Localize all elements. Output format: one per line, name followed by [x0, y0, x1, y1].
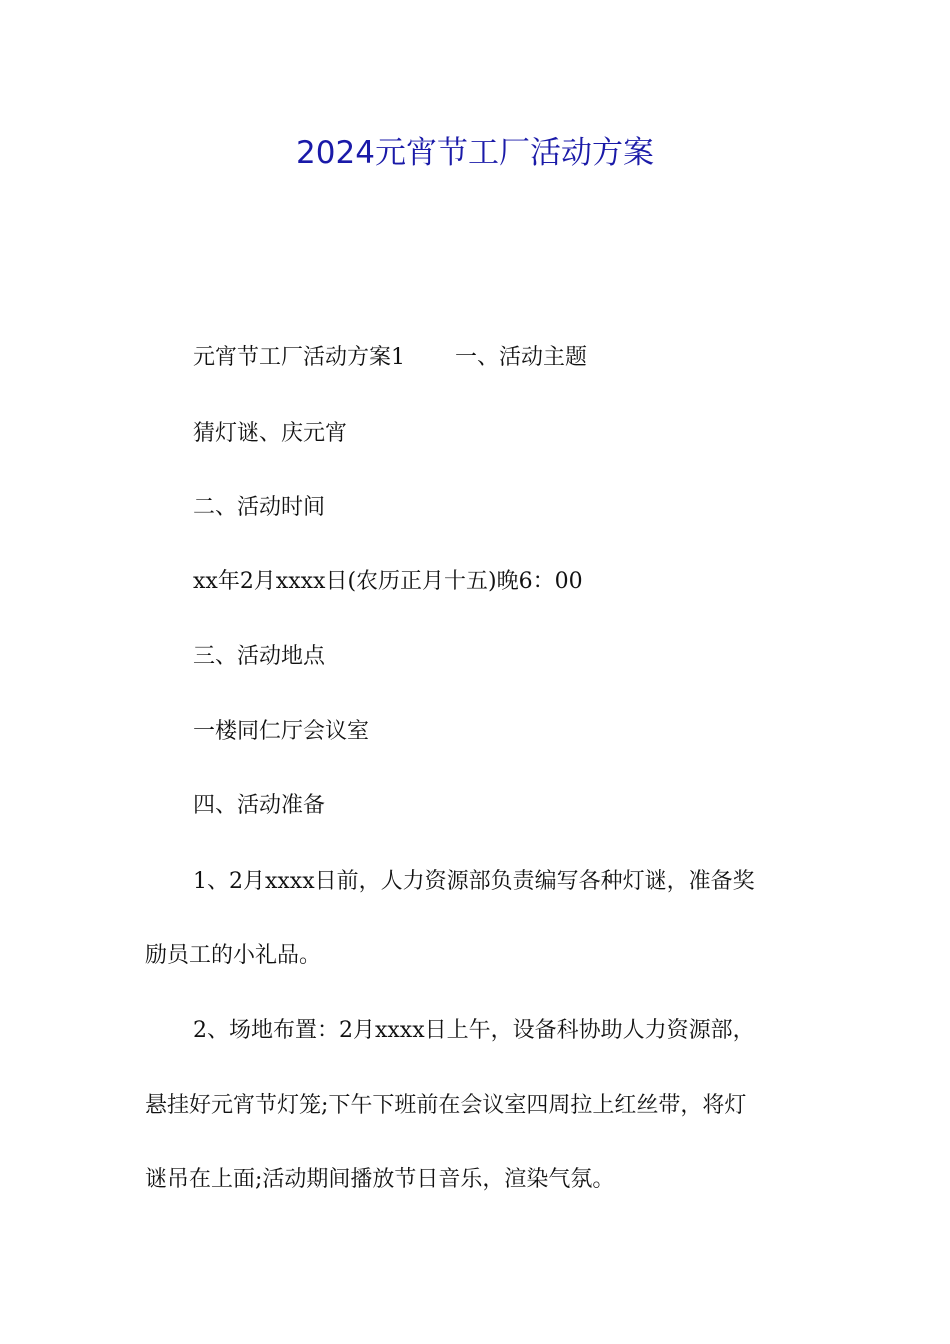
paragraph-prep-1-line-2: 励员工的小礼品。: [145, 943, 322, 968]
paragraph-plan-heading: [193, 338, 587, 378]
paragraph-location: 一楼同仁厅会议室: [193, 719, 370, 744]
section-heading-theme: 一、活动主题: [455, 345, 588, 370]
plan-subtitle: 元宵节工厂活动方案1: [193, 345, 405, 370]
section-heading-time: 二、活动时间: [193, 495, 326, 520]
paragraph-prep-2-line-1: 2、场地布置：2月xxxx日上午，设备科协助人力资源部，: [193, 1018, 755, 1043]
section-heading-preparation: 四、活动准备: [193, 793, 326, 818]
paragraph-prep-1-line-1: 1、2月xxxx日前，人力资源部负责编写各种灯谜，准备奖: [193, 869, 755, 894]
paragraph-prep-2-line-3: 谜吊在上面;活动期间播放节日音乐，渲染气氛。: [145, 1167, 615, 1192]
paragraph-prep-2-line-2: 悬挂好元宵节灯笼;下午下班前在会议室四周拉上红丝带，将灯: [145, 1093, 747, 1118]
page-title: 2024元宵节工厂活动方案: [296, 135, 654, 171]
paragraph-time: xx年2月xxxx日(农历正月十五)晚6：00: [193, 569, 583, 594]
paragraph-theme: 猜灯谜、庆元宵: [193, 421, 348, 446]
section-heading-location: 三、活动地点: [193, 644, 326, 669]
